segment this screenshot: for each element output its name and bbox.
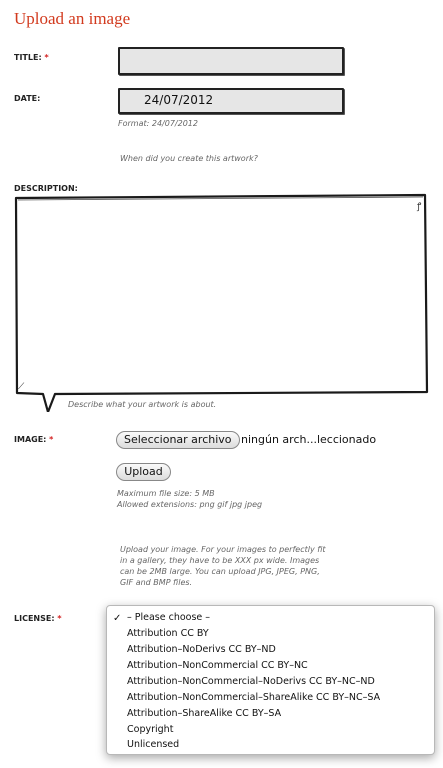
choose-file-button[interactable]: Seleccionar archivo <box>116 431 240 449</box>
image-help-line: Upload your image. For your images to perfectly fit <box>120 545 326 554</box>
description-help-text: Describe what your artwork is about. <box>68 400 217 409</box>
date-input[interactable] <box>118 88 344 114</box>
license-option[interactable]: Attribution–NonCommercial CC BY–NC <box>127 660 308 671</box>
license-option[interactable]: – Please choose – <box>127 612 211 623</box>
license-option[interactable]: Copyright <box>127 724 174 735</box>
date-input-value: 24/07/2012 <box>144 93 214 107</box>
license-label <box>14 614 62 623</box>
required-mark: * <box>57 614 62 623</box>
license-option[interactable]: Unlicensed <box>127 739 180 750</box>
description-textarea[interactable] <box>13 192 430 412</box>
license-option[interactable]: Attribution–NoDerivs CC BY–ND <box>127 644 276 655</box>
description-label: DESCRIPTION: <box>14 184 78 193</box>
image-help-text <box>120 544 326 588</box>
resize-grip-icon: ⟋ <box>18 382 25 392</box>
license-label-text: LICENSE: <box>14 614 55 623</box>
license-option[interactable]: Attribution–ShareAlike CC BY–SA <box>127 708 282 719</box>
image-help-line: GIF and BMP files. <box>120 578 193 587</box>
required-mark: * <box>49 435 54 444</box>
allowed-extensions: Allowed extensions: png gif jpg jpeg <box>117 500 263 509</box>
selected-check-icon: ✓ <box>113 613 122 624</box>
license-dropdown-menu[interactable] <box>106 605 435 755</box>
image-label <box>14 435 53 444</box>
title-label <box>14 53 49 62</box>
title-input[interactable] <box>118 47 344 75</box>
page-title: Upload an image <box>14 9 131 28</box>
image-help-line: in a gallery, they have to be XXX px wide. Images <box>120 556 320 565</box>
max-file-size: Maximum file size: 5 MB <box>117 489 215 498</box>
license-option[interactable]: Attribution CC BY <box>127 628 209 639</box>
title-label-text: TITLE: <box>14 53 42 62</box>
image-help-line: can be 2MB large. You can upload JPG, JPEG, PNG, <box>120 567 320 576</box>
date-help-text: When did you create this artwork? <box>120 154 258 163</box>
date-label: DATE: <box>14 94 41 103</box>
image-label-text: IMAGE: <box>14 435 47 444</box>
license-option[interactable]: Attribution–NonCommercial–NoDerivs CC BY–NC–ND <box>127 676 375 687</box>
scroll-marker-icon: ꝭ <box>417 202 422 212</box>
date-format-hint: Format: 24/07/2012 <box>118 119 198 128</box>
license-option[interactable]: Attribution–NonCommercial–ShareAlike CC BY–NC–SA <box>127 692 381 703</box>
required-mark: * <box>44 53 49 62</box>
upload-button[interactable]: Upload <box>116 463 171 481</box>
file-status-text: ningún arch...leccionado <box>241 433 377 446</box>
